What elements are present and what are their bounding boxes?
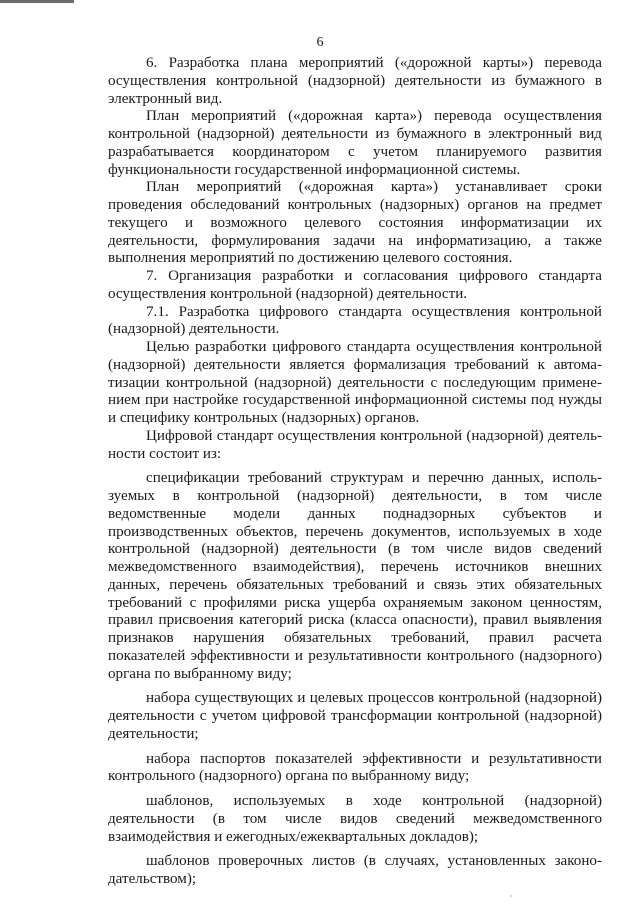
paragraph-roadmap-heading: 6. Разработка плана мероприятий («дорожной карты») перевода осуществления контрольной (надзорной) деятельности из бумажного в электронный вид. [108, 55, 602, 107]
list-item-processes-set: набора существующих и целевых процессов контрольной (надзорной) деятельности с учетом цифровой трансформации контрольной (надзорной) деятельности; [108, 690, 602, 742]
paragraph-standard-contents-intro: Цифровой стандарт осуществления контрольной (надзорной) деятельности состоит из: [108, 427, 602, 462]
page-number: 6 [316, 35, 324, 50]
scan-top-edge-rule [0, 0, 74, 3]
paragraph-roadmap-developer: План мероприятий («дорожная карта») перевода осуществления контрольной (надзорной) деятельности из бумажного в электронный вид разрабатывается координатором с учетом планируемого развития функциональности государственной информационной системы. [108, 108, 602, 178]
list-item-templates: шаблонов, используемых в ходе контрольной (надзорной) деятельности (в том числе видов сведений межведомственного взаимодействия и ежегодных/ежеквартальных докладов); [108, 793, 602, 845]
scan-speck [510, 895, 512, 897]
list-item-data-specification: спецификации требований структурам и перечню данных, используемых в контрольной (надзорной) деятельности, в том числе ведомственные модели данных поднадзорных субъектов и производственных объектов, перечень документов, используемых в ходе контрольной (надзорной) деятельности (в том числе видов сведений межведомственного взаимодействия), перечень источников внешних данных, перечень обязательных требований и связь этих обязательных требований с профилями риска ущерба охраняемым законом ценностям, правил присвоения категорий риска (класса опасности), правил выявления признаков нарушения обязательных требований, правил расчета показателей эффективности и результативности контрольного (надзорного) органа по выбранному виду; [108, 470, 602, 682]
document-body [108, 55, 602, 889]
list-item-checklist-templates: шаблонов проверочных листов (в случаях, установленных законодательством); [108, 853, 602, 887]
paragraph-roadmap-deadlines: План мероприятий («дорожная карта») устанавливает сроки проведения обследований контрольных (надзорных) органов на предмет текущего и возможного целевого состояния информатизации их деятельности, формулирования задачи на информатизацию, а также выполнения мероприятий по достижению целевого состояния. [108, 179, 602, 267]
paragraph-section-7-heading: 7. Организация разработки и согласования цифрового стандарта осуществления контрольной (надзорной) деятельности. [108, 268, 602, 302]
paragraph-section-7-1-heading: 7.1. Разработка цифрового стандарта осуществления контрольной (надзорной) деятельности. [108, 303, 602, 338]
list-item-indicator-passports: набора паспортов показателей эффективности и результативности контрольного (надзорного) органа по выбранному виду; [108, 750, 602, 785]
paragraph-standard-purpose: Целью разработки цифрового стандарта осуществления контрольной (надзорной) деятельности является формализация требований к автоматизации контрольной (надзорной) деятельности с последующим применением при настройке государственной информационной системы под нужды и специфику контрольных (надзорных) органов. [108, 339, 602, 426]
